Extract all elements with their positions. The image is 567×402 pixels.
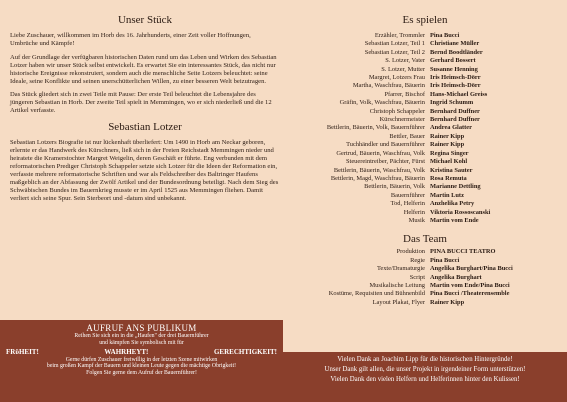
cast-row: [290, 167, 560, 175]
section-title-lotzer: Sebastian Lotzer: [108, 121, 182, 134]
structure-paragraph: Das Stück gliedert sich in zwei Teile mit Pause: Der erste Teil beleuchtet die Lebensjahre des jüngeren Sebastian in Horb. Der zweite Teil spielt in Memmingen, wo er sich niederließ und die 12 Artikel verfasste.: [10, 91, 272, 115]
cast-name: Iris Heimsch-Dörr: [430, 74, 481, 82]
cast-role: Bauernführer: [390, 191, 425, 199]
cast-name: Andrea Glatter: [430, 124, 472, 132]
cast-role: Sebastian Lotzer, Teil 1: [364, 40, 425, 48]
cast-name: Bernd Boodtländer: [430, 48, 483, 56]
team-name: Angelika Burghart: [430, 273, 482, 281]
team-row: [290, 248, 560, 256]
team-name: PINA BUCCI TEATRO: [430, 248, 496, 256]
section-title-cast: Es spielen: [402, 14, 448, 26]
team-name: Martin vom Ende/Pina Bucci: [430, 281, 510, 289]
slogan-gerechtigkeit: GERECHTIGKEIT!: [213, 347, 277, 356]
cast-name: Gerhard Bossert: [430, 57, 476, 65]
team-row: [290, 282, 560, 290]
cast-row: [290, 133, 560, 141]
team-list: [290, 248, 560, 307]
cast-role: Sebastian Lotzer, Teil 2: [364, 48, 425, 56]
team-name: Pina Bucci /Theaterensemble: [430, 290, 510, 298]
audience-call-banner: [0, 320, 283, 402]
cast-role: Tod, Helferin: [390, 200, 425, 208]
audience-call-line: beim großen Kampf der Bauern und kleinen Leute gegen die mächtige Obrigkeit!: [46, 363, 237, 370]
cast-row: [290, 82, 560, 90]
cast-name: Kristina Sauter: [430, 166, 473, 174]
cast-row: [290, 209, 560, 217]
team-role: Texte/Dramaturgie: [376, 265, 425, 273]
audience-call-line: und kämpfen Sie symbolisch mit für: [99, 339, 184, 346]
cast-name: Regina Singer: [430, 149, 469, 157]
cast-name: Viktoria Rossoscanski: [430, 208, 491, 216]
cast-row: [290, 183, 560, 191]
cast-role: Gräfin, Volk, Waschfrau, Bäuerin: [339, 99, 425, 107]
slogan-freiheit: FRϋHEIT!: [6, 347, 39, 356]
section-title-stueck: Unser Stück: [117, 14, 173, 26]
right-column: [290, 14, 560, 307]
cast-name: Rainer Kipp: [430, 141, 465, 149]
cast-role: Bettler, Bauer: [389, 132, 425, 140]
team-name: Rainer Kipp: [430, 298, 465, 306]
team-row: [290, 299, 560, 307]
team-role: Produktion: [396, 248, 425, 256]
intro-paragraph: Liebe Zuschauer, willkommen im Horb des 16. Jahrhunderts, einer Zeit voller Hoffnungen, Umbrüche und Kämpfe!: [10, 32, 251, 47]
cast-row: [290, 91, 560, 99]
cast-row: [290, 66, 560, 74]
cast-name: Bernhard Duffner: [430, 107, 480, 115]
cast-name: Michael Kohl: [430, 158, 468, 166]
thanks-banner: [283, 352, 567, 402]
cast-row: [290, 158, 560, 166]
slogans: [0, 348, 283, 356]
biography-paragraph: Sebastian Lotzers Biografie ist nur lückenhaft überliefert: Um 1490 in Horb am Neckar geboren, erlernte er das Handwerk des Kürschners, ließ sich in der Freien Reichstadt Memmingen nieder und heiratete die Kramerstochter Margret Weigelin, deren Geschäft er führte. Eng verbunden mit dem reformatorischen Prediger Christoph Schappeler setzte sich Lotzer für die Ideen der Reformation ein, verfasste mehrere reformatorische Schriften und war als Feldschreiber des Baltringer Haufens maßgeblich an der Abfassung der Zwölf Artikel und der Bundesordnung beteiligt. Nach dem Sieg des Schwäbischen Bundes im Bauernkrieg musste er im April 1525 aus Memmingen fliehen. Damit verliert sich seine Spur. Sein Sterbeort und -datum sind unbekannt.: [10, 139, 279, 202]
thanks-line: Vielen Dank den vielen Helfern und Helferinnen hinter den Kulissen!: [330, 375, 520, 383]
thanks-line: Unser Dank gilt allen, die unser Projekt in irgendeiner Form unterstützen!: [324, 365, 526, 373]
cast-row: [290, 57, 560, 65]
cast-role: Margret, Lotzers Frau: [368, 74, 425, 82]
cast-role: Tuchhändler und Bauernführer: [346, 141, 425, 149]
audience-call-line: Reihen Sie sich ein in die „Haufen" der drei Bauernführer: [74, 333, 209, 339]
team-role: Regie: [410, 256, 425, 264]
cast-role: S. Lotzer, Mutter: [381, 65, 425, 73]
cast-role: Musik: [408, 216, 425, 224]
cast-role: Christoph Schappeler: [369, 107, 425, 115]
cast-role: Bettlerin, Bäuerin, Volk, Bauernführer: [326, 124, 425, 132]
cast-row: [290, 200, 560, 208]
cast-name: Martin Lutz: [430, 191, 464, 199]
slogan-wahrheit: WAHRHEYT!: [104, 347, 149, 356]
cast-name: Marianne Dettling: [430, 183, 481, 191]
cast-row: [290, 175, 560, 183]
team-row: [290, 265, 560, 273]
cast-row: [290, 32, 560, 40]
cast-role: Gertrud, Bäuerin, Waschfrau, Volk: [336, 149, 425, 157]
cast-row: [290, 108, 560, 116]
cast-row: [290, 40, 560, 48]
cast-row: [290, 74, 560, 82]
cast-row: [290, 124, 560, 132]
left-column: [10, 14, 280, 208]
cast-role: Bettlerin, Bäuerin, Waschfrau, Volk: [333, 166, 425, 174]
cast-name: Martin vom Ende: [430, 216, 479, 224]
audience-call-title: AUFRUF ANS PUBLIKUM: [86, 323, 197, 333]
cast-role: Pfarrer, Bischof: [384, 90, 425, 98]
cast-name: Pina Bucci: [430, 32, 460, 39]
cast-name: Hans-Michael Greiss: [430, 90, 488, 98]
basis-paragraph: Auf der Grundlage der verfügbaren historischen Daten rund um das Leben und Wirken des Sebastian Lotzer haben wir unser Stück selbst entwickelt. Es erwartet Sie ein interessantes Stück, das nicht nur historische Ereignisse rekonstruiert, sondern auch die menschliche Seite Lotzers beleuchtet: seine Ideale, seine Konflikte und seinen unerschütterlichen Willen, zu einer besseren Welt beizutragen.: [10, 53, 277, 85]
team-row: [290, 290, 560, 298]
audience-call-line: Folgen Sie gerne dem Aufruf der Bauernführer!: [86, 370, 197, 377]
team-role: Script: [409, 273, 425, 281]
cast-role: Kürschnermeister: [379, 116, 425, 124]
cast-name: Iris Heimsch-Dörr: [430, 82, 481, 90]
team-row: [290, 257, 560, 265]
cast-role: Bettlerin, Magd, Waschfrau, Bäuerin: [330, 174, 425, 182]
cast-role: Martha, Waschfrau, Bäuerin: [352, 82, 425, 90]
audience-call-line: Gerne dürfen Zuschauer freiwillig in der letzten Szene mitwirken: [65, 356, 218, 363]
team-role: Musikalische Leitung: [369, 281, 425, 289]
cast-row: [290, 150, 560, 158]
cast-name: Susanne Henning: [430, 65, 478, 73]
section-title-team: Das Team: [403, 233, 447, 246]
team-name: Pina Bucci: [430, 256, 460, 264]
cast-row: [290, 192, 560, 200]
team-role: Kostüme, Requisiten und Bühnenbild: [328, 290, 425, 298]
cast-role: Erzähler, Trommler: [374, 32, 425, 39]
team-role: Layout Plakat, Flyer: [372, 298, 425, 306]
cast-name: Ingrid Schumm: [430, 99, 474, 107]
cast-name: Christiane Müller: [430, 40, 480, 48]
cast-name: Rosa Remuta: [430, 174, 467, 182]
cast-row: [290, 49, 560, 57]
cast-role: Steuereintreiber, Pächter, Fürst: [346, 158, 425, 166]
thanks-line: Vielen Dank an Joachim Lipp für die historischen Hintergründe!: [337, 356, 513, 363]
team-row: [290, 274, 560, 282]
cast-row: [290, 116, 560, 124]
cast-row: [290, 217, 560, 225]
cast-list: [290, 32, 560, 225]
team-name: Angelika Burghart/Pina Bucci: [430, 265, 513, 273]
cast-name: Rainer Kipp: [430, 132, 465, 140]
cast-role: Bettlerin, Bäuerin, Volk: [364, 183, 425, 191]
cast-row: [290, 99, 560, 107]
cast-row: [290, 141, 560, 149]
cast-name: Anzhelika Petry: [430, 200, 475, 208]
cast-role: Helferin: [403, 208, 425, 216]
cast-name: Bernhard Duffner: [430, 116, 480, 124]
cast-role: S. Lotzer, Vater: [385, 57, 425, 65]
